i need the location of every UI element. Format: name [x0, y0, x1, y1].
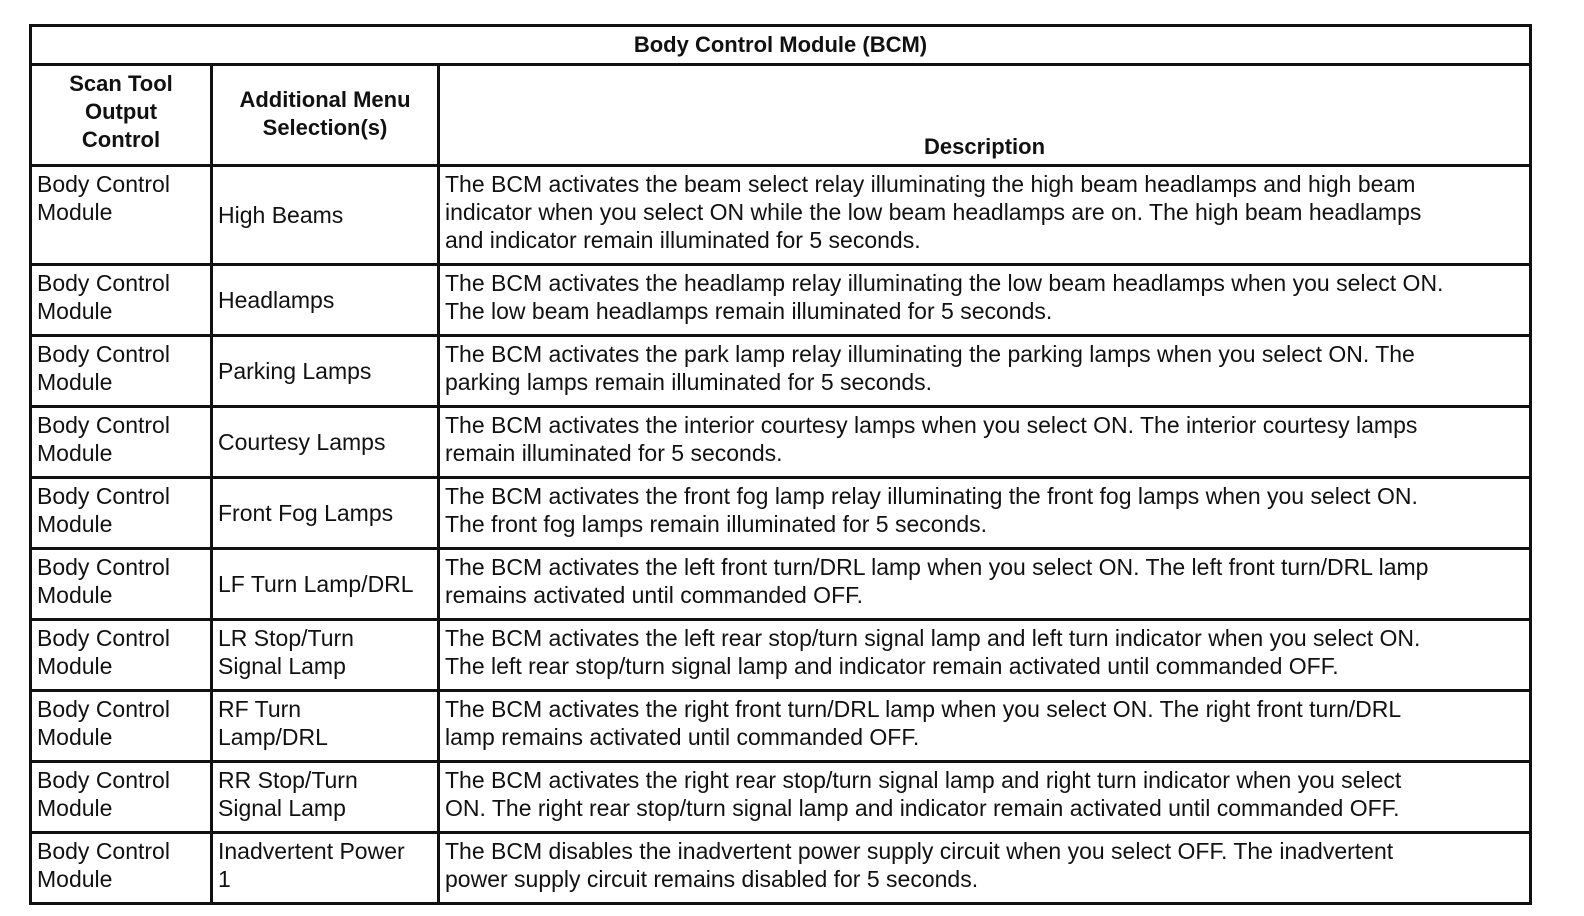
description-cell: The BCM activates the right rear stop/turn signal lamp and right turn indicator when you select ON. The right rear stop/turn signal lamp and indicator remain activated until commanded OFF. — [439, 762, 1531, 833]
output-control-cell: Body Control Module — [31, 833, 212, 904]
header-output-control: Scan Tool Output Control — [31, 65, 212, 166]
menu-selection-cell: Headlamps — [212, 265, 439, 336]
description-cell: The BCM disables the inadvertent power supply circuit when you select OFF. The inadvertent power supply circuit remains disabled for 5 seconds. — [439, 833, 1531, 904]
description-cell: The BCM activates the right front turn/DRL lamp when you select ON. The right front turn/DRL lamp remains activated until commanded OFF. — [439, 691, 1531, 762]
table-row — [31, 407, 1531, 478]
output-control-cell: Body Control Module — [31, 620, 212, 691]
description-cell: The BCM activates the left front turn/DRL lamp when you select ON. The left front turn/DRL lamp remains activated until commanded OFF. — [439, 549, 1531, 620]
table-row — [31, 762, 1531, 833]
header-menu-selection: Additional Menu Selection(s) — [212, 65, 439, 166]
output-control-cell: Body Control Module — [31, 549, 212, 620]
menu-selection-cell: Parking Lamps — [212, 336, 439, 407]
output-control-cell: Body Control Module — [31, 336, 212, 407]
table-title: Body Control Module (BCM) — [31, 26, 1531, 65]
table-row — [31, 336, 1531, 407]
description-cell: The BCM activates the left rear stop/turn signal lamp and left turn indicator when you select ON. The left rear stop/turn signal lamp and indicator remain activated until commanded OFF. — [439, 620, 1531, 691]
description-cell: The BCM activates the front fog lamp relay illuminating the front fog lamps when you select ON. The front fog lamps remain illuminated for 5 seconds. — [439, 478, 1531, 549]
table-row — [31, 549, 1531, 620]
output-control-cell: Body Control Module — [31, 691, 212, 762]
menu-selection-cell: LR Stop/Turn Signal Lamp — [212, 620, 439, 691]
table-row — [31, 833, 1531, 904]
table-row — [31, 691, 1531, 762]
table-row — [31, 265, 1531, 336]
output-control-cell: Body Control Module — [31, 478, 212, 549]
output-control-cell: Body Control Module — [31, 762, 212, 833]
menu-selection-cell: RR Stop/Turn Signal Lamp — [212, 762, 439, 833]
bcm-output-control-table — [29, 24, 1532, 905]
menu-selection-cell: Courtesy Lamps — [212, 407, 439, 478]
table-row — [31, 620, 1531, 691]
description-cell: The BCM activates the interior courtesy lamps when you select ON. The interior courtesy lamps remain illuminated for 5 seconds. — [439, 407, 1531, 478]
menu-selection-cell: Inadvertent Power 1 — [212, 833, 439, 904]
table-row — [31, 478, 1531, 549]
output-control-cell: Body Control Module — [31, 407, 212, 478]
output-control-cell: Body Control Module — [31, 166, 212, 265]
description-cell: The BCM activates the park lamp relay illuminating the parking lamps when you select ON. The parking lamps remain illuminated for 5 seconds. — [439, 336, 1531, 407]
table-row — [31, 166, 1531, 265]
description-cell: The BCM activates the headlamp relay illuminating the low beam headlamps when you select ON. The low beam headlamps remain illuminated for 5 seconds. — [439, 265, 1531, 336]
menu-selection-cell: LF Turn Lamp/DRL — [212, 549, 439, 620]
menu-selection-cell: RF Turn Lamp/DRL — [212, 691, 439, 762]
output-control-cell: Body Control Module — [31, 265, 212, 336]
header-description: Description — [439, 65, 1531, 166]
menu-selection-cell: High Beams — [212, 166, 439, 265]
description-cell: The BCM activates the beam select relay illuminating the high beam headlamps and high beam indicator when you select ON while the low beam headlamps are on. The high beam headlamps and indicator remain illuminated for 5 seconds. — [439, 166, 1531, 265]
menu-selection-cell: Front Fog Lamps — [212, 478, 439, 549]
